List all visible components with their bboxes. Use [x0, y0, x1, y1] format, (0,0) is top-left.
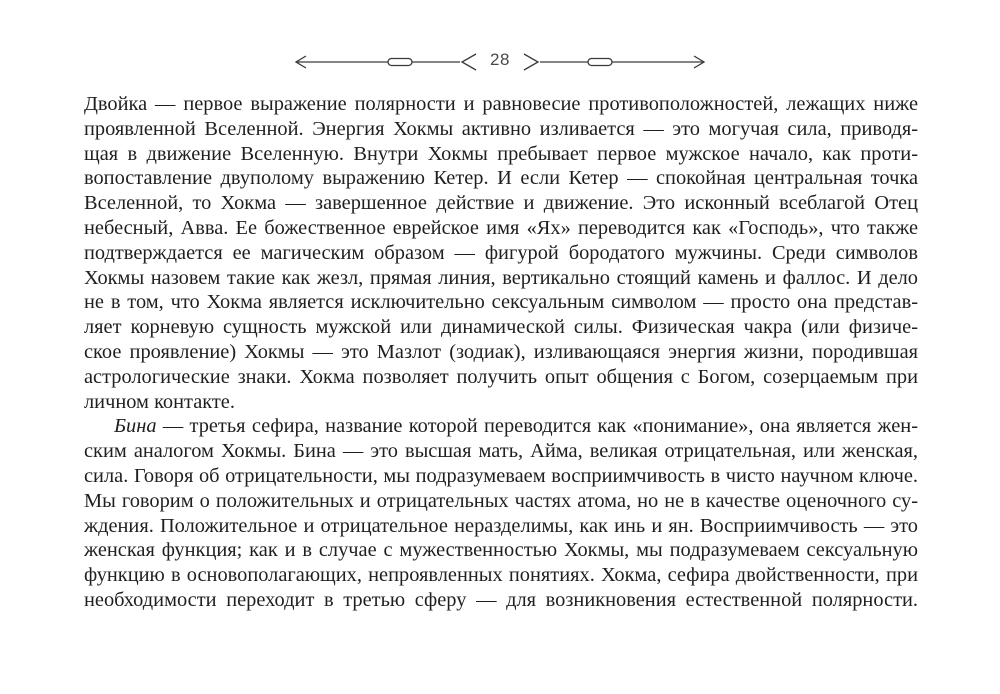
paragraph — [84, 414, 918, 612]
text-line: вопоставление двуполому выражению Кетер. И если Кетер — спокойная центральная точка — [84, 167, 918, 190]
text-line: Хокмы назовем такие как жезл, прямая линия, вертикально стоящий камень и фаллос. И дело — [84, 266, 918, 289]
text-line: сила. Говоря об отрицательности, мы подразумеваем восприимчивость в чисто научном ключе. — [84, 464, 918, 487]
text-line: проявленной Вселенной. Энергия Хокмы активно изливается — это могучая сила, приводя- — [84, 117, 918, 140]
paragraph — [84, 92, 918, 414]
text-line-rest: — третья сефира, название которой переводится как «понимание», она является жен- — [156, 415, 918, 438]
text-line: ляет корневую сущность мужской или динамической силы. Физическая чакра (или физиче- — [84, 316, 918, 339]
page-header — [292, 44, 708, 80]
text-line: ским аналогом Хокмы. Бина — это высшая мать, Айма, великая отрицательная, или женская, — [84, 440, 918, 463]
text-line: ское проявление) Хокмы — это Мазлот (зодиак), изливающаяся энергия жизни, породившая — [84, 340, 918, 363]
text-line: функцию в основополагающих, непроявленных понятиях. Хокма, сефира двойственности, при — [84, 564, 918, 587]
page-number: 28 — [490, 50, 510, 69]
body-text — [84, 92, 918, 613]
text-line: личном контакте. — [84, 390, 235, 413]
text-line: подтверждается ее магическим образом — фигурой бородатого мужчины. Среди символов — [84, 241, 918, 264]
text-line: не в том, что Хокма является исключительно сексуальным символом — просто она представ- — [84, 291, 918, 314]
text-line: щая в движение Вселенную. Внутри Хокмы пребывает первое мужское начало, как проти- — [84, 142, 918, 165]
italic-term: Бина — [114, 415, 157, 438]
text-line: Вселенной, то Хокма — завершенное действие и движение. Это исконный всеблагой Отец — [84, 192, 918, 215]
text-line: ждения. Положительное и отрицательное неразделимы, как инь и ян. Восприимчивость — это — [84, 514, 918, 537]
text-line-first — [84, 414, 918, 439]
text-line: женская функция; как и в случае с мужественностью Хокмы, мы подразумеваем сексуальную — [84, 539, 918, 562]
text-line: необходимости переходит в третью сферу — для возникновения естественной полярности. — [84, 588, 918, 611]
text-line: небесный, Авва. Ее божественное еврейское имя «Ях» переводится как «Господь», что также — [84, 216, 918, 239]
text-line: астрологические знаки. Хокма позволяет получить опыт общения с Богом, созерцаемым при — [84, 365, 918, 388]
text-line: Двойка — первое выражение полярности и равновесие противоположностей, лежащих ниже — [84, 93, 918, 115]
text-line: Мы говорим о положительных и отрицательных частях атома, но не в качестве оценочного су- — [84, 489, 918, 512]
